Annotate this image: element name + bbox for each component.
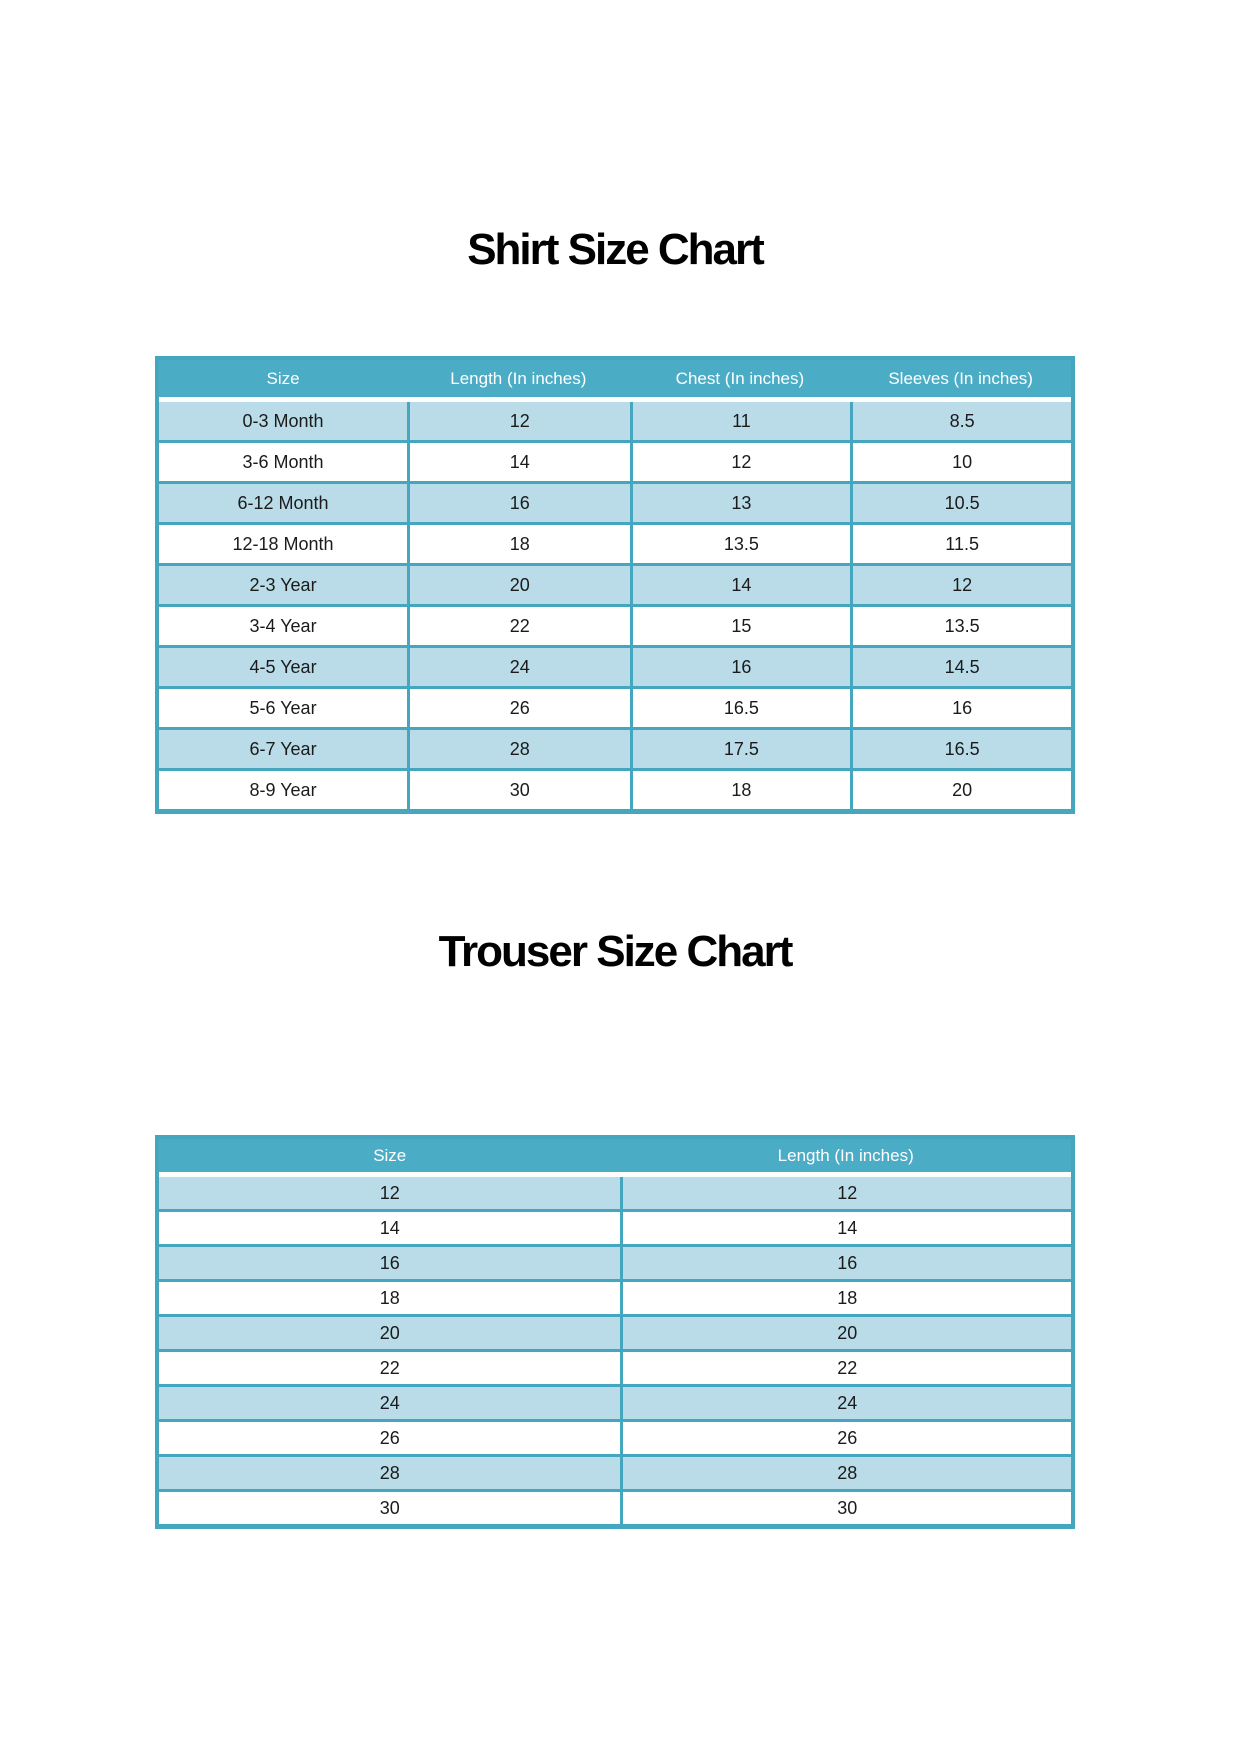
table-row [159,1244,1071,1279]
table-cell: 12 [630,443,851,481]
table-cell: 20 [850,771,1071,809]
table-cell: 6-12 Month [237,492,329,513]
table-cell: 6-7 Year [249,738,317,759]
table-cell: 16 [407,484,630,522]
table-cell: 22 [407,607,630,645]
table-row [159,402,1071,440]
table-cell: 18 [407,525,630,563]
table-cell: 20 [379,1322,400,1343]
shirt-table-body [159,402,1071,809]
table-cell: 20 [407,566,630,604]
table-cell: 14 [620,1212,1071,1244]
table-cell: 10 [850,443,1071,481]
table-row [159,481,1071,522]
table-cell: 30 [379,1497,400,1518]
table-row [159,522,1071,563]
table-cell: 5-6 Year [249,697,317,718]
table-row [159,1419,1071,1454]
table-cell: 18 [630,771,851,809]
table-cell: 28 [379,1462,400,1483]
table-cell: 12-18 Month [232,533,334,554]
trouser-size-table [155,1135,1075,1529]
table-cell: 14 [379,1217,400,1238]
table-cell: 16.5 [630,689,851,727]
table-cell: 3-4 Year [249,615,317,636]
table-cell: 26 [620,1422,1071,1454]
table-cell: 16 [379,1252,400,1273]
table-header-cell: Chest (In inches) [675,368,805,388]
table-cell: 24 [379,1392,400,1413]
table-header-cell: Length (In inches) [777,1145,914,1165]
table-cell: 18 [379,1287,400,1308]
table-cell: 12 [850,566,1071,604]
table-cell: 24 [407,648,630,686]
table-row [159,1349,1071,1384]
table-row [159,604,1071,645]
table-header-cell: Size [266,368,300,388]
table-cell: 3-6 Month [242,451,324,472]
table-row [159,1279,1071,1314]
table-cell: 30 [620,1492,1071,1524]
table-header-cell: Size [373,1145,407,1165]
table-header-cell: Sleeves (In inches) [888,368,1033,388]
table-header-cell: Length (In inches) [450,368,587,388]
table-cell: 13.5 [630,525,851,563]
table-cell: 17.5 [630,730,851,768]
table-cell: 11.5 [850,525,1071,563]
table-cell: 28 [620,1457,1071,1489]
shirt-table-header-row [159,360,1071,397]
shirt-size-table [155,356,1075,814]
table-cell: 4-5 Year [249,656,317,677]
table-cell: 28 [407,730,630,768]
table-cell: 0-3 Month [242,410,324,431]
table-cell: 30 [407,771,630,809]
trouser-table-header-row [159,1139,1071,1172]
table-cell: 16 [620,1247,1071,1279]
table-cell: 8.5 [850,402,1071,440]
table-cell: 18 [620,1282,1071,1314]
table-row [159,1489,1071,1524]
table-cell: 12 [379,1182,400,1203]
table-cell: 14 [630,566,851,604]
shirt-chart-title: Shirt Size Chart [467,225,763,274]
table-cell: 16.5 [850,730,1071,768]
table-row [159,768,1071,809]
table-row [159,645,1071,686]
table-cell: 26 [379,1427,400,1448]
table-cell: 2-3 Year [249,574,317,595]
table-cell: 22 [379,1357,400,1378]
table-row [159,1454,1071,1489]
table-row [159,686,1071,727]
table-cell: 15 [630,607,851,645]
table-row [159,563,1071,604]
trouser-chart-title: Trouser Size Chart [438,927,792,976]
table-row [159,727,1071,768]
table-cell: 14.5 [850,648,1071,686]
table-row [159,1209,1071,1244]
table-row [159,1314,1071,1349]
table-row [159,1177,1071,1209]
table-row [159,440,1071,481]
table-row [159,1384,1071,1419]
trouser-table-body [159,1177,1071,1524]
table-cell: 8-9 Year [249,779,317,800]
table-cell: 10.5 [850,484,1071,522]
table-cell: 13.5 [850,607,1071,645]
table-cell: 11 [630,402,851,440]
table-cell: 22 [620,1352,1071,1384]
table-cell: 20 [620,1317,1071,1349]
table-cell: 26 [407,689,630,727]
table-cell: 14 [407,443,630,481]
table-cell: 12 [407,402,630,440]
table-cell: 16 [630,648,851,686]
table-cell: 13 [630,484,851,522]
table-cell: 24 [620,1387,1071,1419]
table-cell: 12 [620,1177,1071,1209]
table-cell: 16 [850,689,1071,727]
